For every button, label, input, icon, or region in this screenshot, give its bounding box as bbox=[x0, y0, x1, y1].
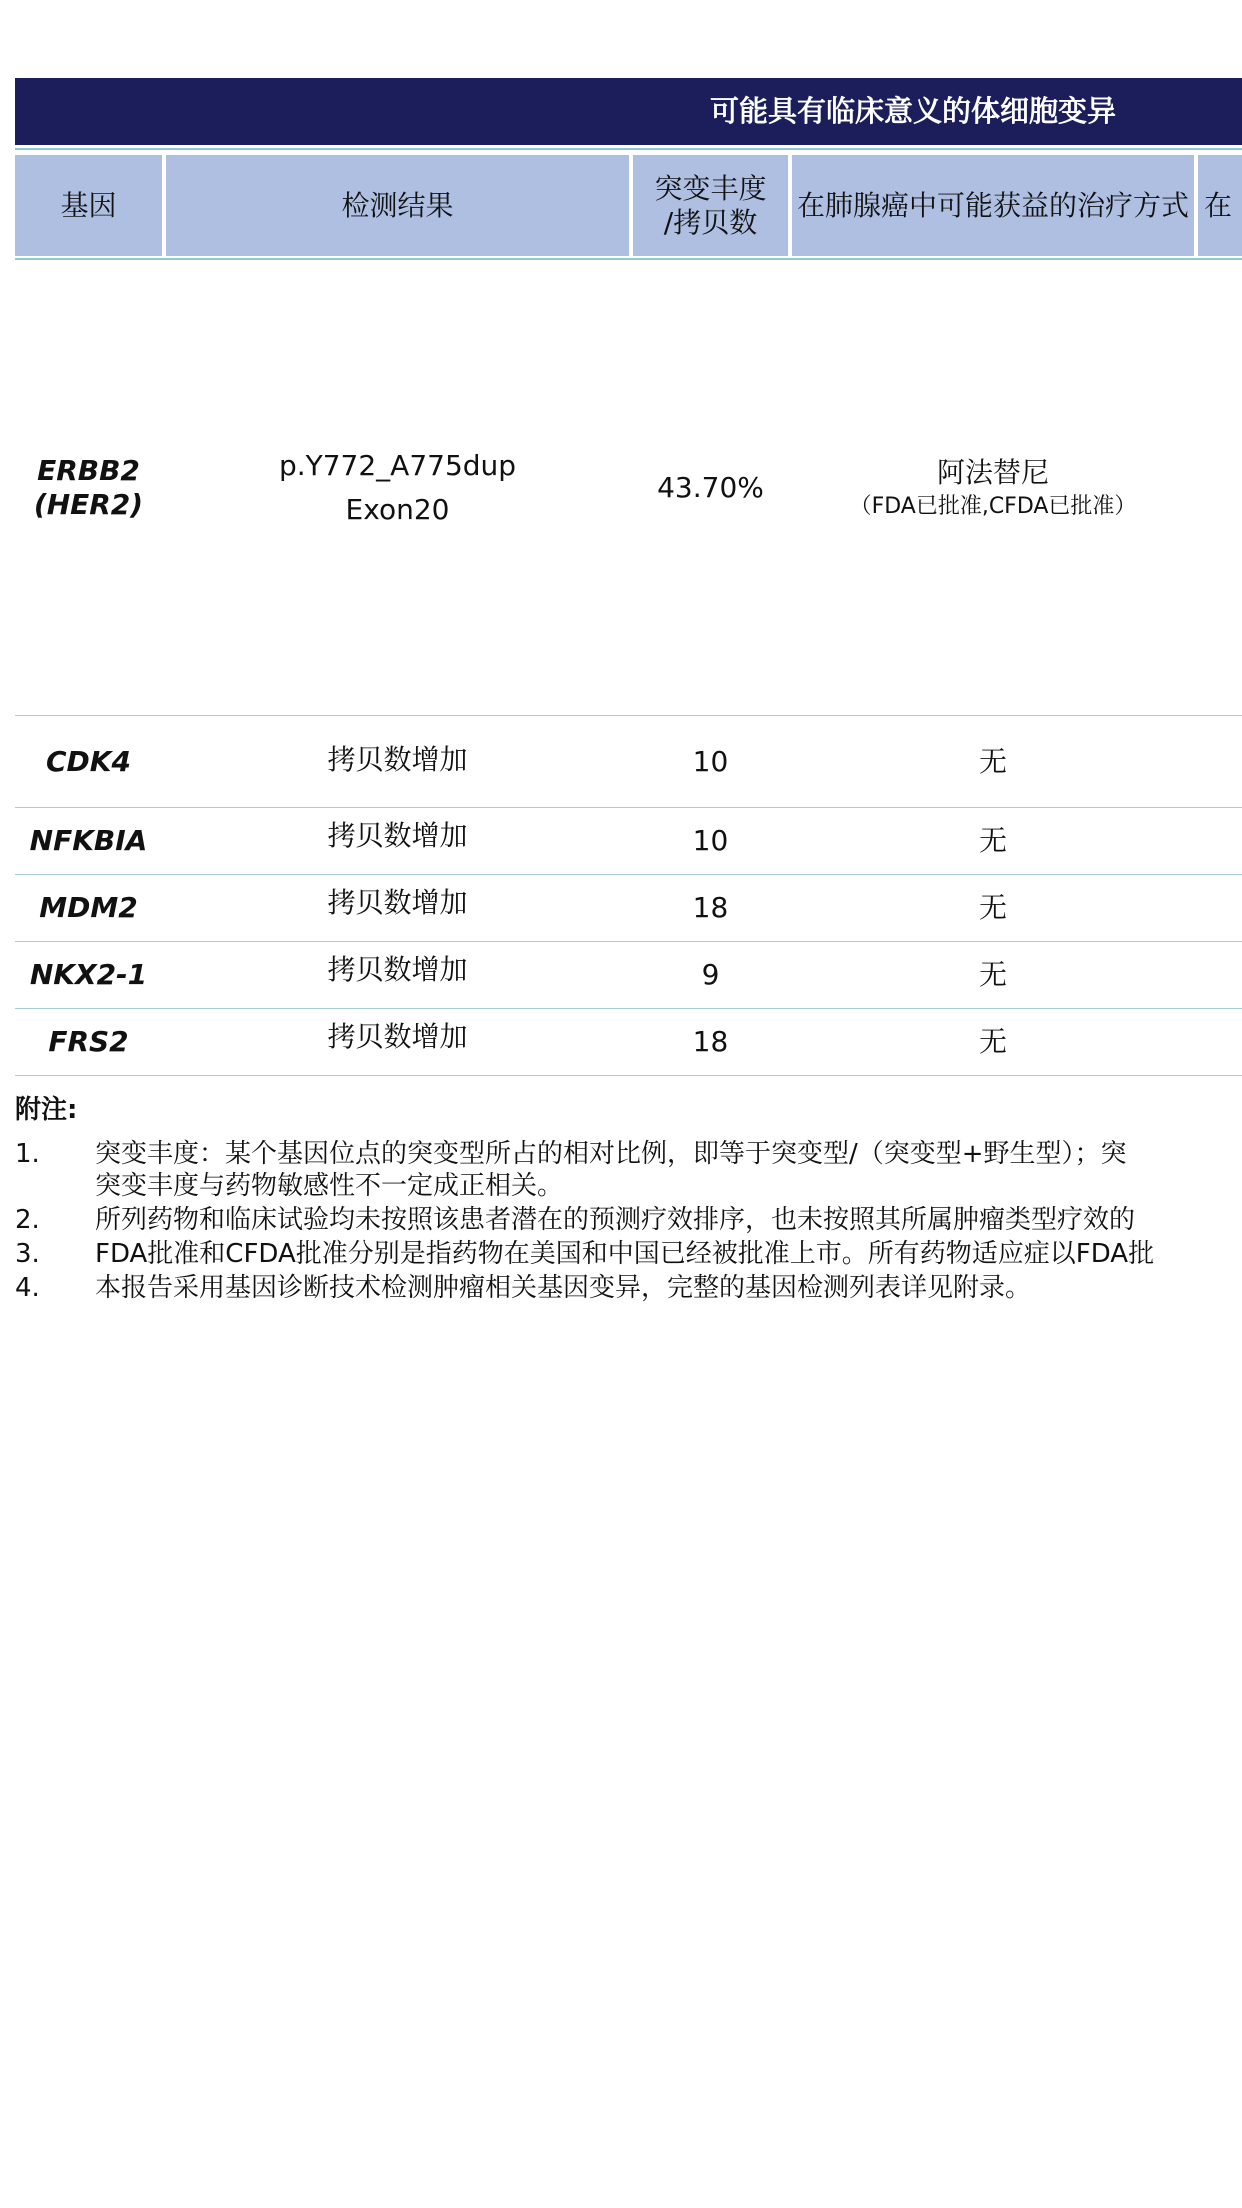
note-text: 所列药物和临床试验均未按照该患者潜在的预测疗效排序，也未按照其所属肿瘤类型疗效的 bbox=[95, 1205, 1136, 1235]
frequency-value: 10 bbox=[692, 824, 729, 857]
note-number: 4. bbox=[15, 1273, 40, 1303]
frequency-cell bbox=[633, 875, 788, 941]
result-exon: Exon20 bbox=[345, 492, 450, 526]
therapy-cell bbox=[792, 875, 1194, 941]
table-title-bar bbox=[15, 78, 1242, 145]
note-item bbox=[15, 1204, 1242, 1236]
therapy-drug: 无 bbox=[978, 744, 1007, 778]
note-number: 1. bbox=[15, 1139, 40, 1169]
header-frequency-line1: 突变丰度 bbox=[654, 171, 767, 205]
therapy-cell bbox=[792, 808, 1194, 874]
note-text-continued: 突变丰度与药物敏感性不一定成正相关。 bbox=[95, 1171, 564, 1201]
frequency-cell bbox=[633, 942, 788, 1008]
gene-name: FRS2 bbox=[48, 1025, 129, 1058]
frequency-cell bbox=[633, 1009, 788, 1075]
gene-name: MDM2 bbox=[39, 891, 138, 924]
therapy-cell bbox=[792, 942, 1194, 1008]
header-frequency-line2: /拷贝数 bbox=[663, 205, 758, 239]
gene-alias: (HER2) bbox=[33, 487, 144, 521]
note-item bbox=[15, 1238, 1242, 1270]
header-result-label: 检测结果 bbox=[341, 188, 454, 222]
gene-name: NKX2-1 bbox=[29, 958, 148, 991]
result-variant: 拷贝数增加 bbox=[327, 886, 468, 919]
note-item bbox=[15, 1138, 1242, 1202]
gene-name: ERBB2 bbox=[37, 453, 140, 487]
title-divider bbox=[15, 148, 1242, 150]
table-row-cdk4 bbox=[15, 716, 1242, 808]
therapy-drug: 无 bbox=[978, 824, 1007, 857]
therapy-drug: 无 bbox=[978, 958, 1007, 991]
table-title: 可能具有临床意义的体细胞变异 bbox=[710, 94, 1117, 128]
result-cell bbox=[166, 1009, 629, 1075]
result-variant: 拷贝数增加 bbox=[327, 743, 468, 776]
table-row-frs2 bbox=[15, 1009, 1242, 1076]
table-body bbox=[15, 260, 1242, 1076]
header-gene bbox=[15, 155, 162, 256]
note-text: 突变丰度：某个基因位点的突变型所占的相对比例，即等于突变型/（突变型+野生型）；突 bbox=[95, 1139, 1127, 1169]
result-cell bbox=[166, 942, 629, 1008]
therapy-drug: 无 bbox=[978, 1025, 1007, 1058]
header-truncated-label: 在 bbox=[1204, 188, 1233, 222]
therapy-cell bbox=[792, 260, 1194, 715]
frequency-cell bbox=[633, 808, 788, 874]
frequency-cell bbox=[633, 260, 788, 715]
gene-cell bbox=[15, 1009, 162, 1075]
header-therapy bbox=[792, 155, 1194, 256]
result-cell bbox=[166, 875, 629, 941]
gene-cell bbox=[15, 942, 162, 1008]
table-header-row bbox=[15, 155, 1242, 256]
note-number: 2. bbox=[15, 1205, 40, 1235]
gene-cell bbox=[15, 875, 162, 941]
note-number: 3. bbox=[15, 1239, 40, 1269]
result-cell bbox=[166, 260, 629, 715]
result-variant: p.Y772_A775dup bbox=[278, 448, 517, 482]
frequency-cell bbox=[633, 716, 788, 807]
table-row-erbb2 bbox=[15, 260, 1242, 716]
result-cell bbox=[166, 716, 629, 807]
frequency-value: 18 bbox=[692, 891, 729, 924]
gene-cell bbox=[15, 260, 162, 715]
therapy-cell bbox=[792, 1009, 1194, 1075]
gene-cell bbox=[15, 716, 162, 807]
header-result bbox=[166, 155, 629, 256]
therapy-approval: （FDA已批准,CFDA已批准） bbox=[849, 493, 1137, 519]
frequency-value: 9 bbox=[701, 958, 720, 991]
note-text: FDA批准和CFDA批准分别是指药物在美国和中国已经被批准上市。所有药物适应症以FDA批 bbox=[95, 1239, 1155, 1269]
notes-title: 附注: bbox=[15, 1095, 78, 1125]
frequency-value: 43.70% bbox=[657, 470, 764, 504]
header-frequency bbox=[633, 155, 788, 256]
note-item bbox=[15, 1272, 1242, 1304]
table-row-mdm2 bbox=[15, 875, 1242, 942]
header-therapy-label: 在肺腺癌中可能获益的治疗方式 bbox=[796, 188, 1189, 222]
result-variant: 拷贝数增加 bbox=[327, 953, 468, 986]
result-variant: 拷贝数增加 bbox=[327, 1020, 468, 1053]
result-cell bbox=[166, 808, 629, 874]
gene-name: CDK4 bbox=[46, 744, 131, 778]
frequency-value: 18 bbox=[692, 1025, 729, 1058]
gene-name: NFKBIA bbox=[29, 824, 148, 857]
table-row-nfkbia bbox=[15, 808, 1242, 875]
notes-list bbox=[15, 1138, 1242, 1306]
therapy-cell bbox=[792, 716, 1194, 807]
note-text: 本报告采用基因诊断技术检测肿瘤相关基因变异，完整的基因检测列表详见附录。 bbox=[95, 1273, 1032, 1303]
frequency-value: 10 bbox=[692, 744, 729, 778]
gene-cell bbox=[15, 808, 162, 874]
therapy-drug: 无 bbox=[978, 891, 1007, 924]
result-variant: 拷贝数增加 bbox=[327, 819, 468, 852]
header-truncated-column bbox=[1198, 155, 1242, 256]
table-row-nkx2-1 bbox=[15, 942, 1242, 1009]
header-gene-label: 基因 bbox=[60, 188, 117, 222]
therapy-drug: 阿法替尼 bbox=[936, 455, 1049, 489]
